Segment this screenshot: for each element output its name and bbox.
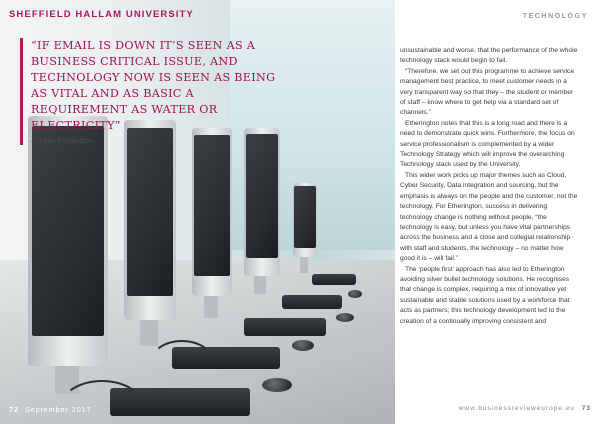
page-number-right: 73 <box>581 405 591 412</box>
right-page <box>395 0 600 424</box>
left-page-footer <box>9 405 92 414</box>
mouse <box>348 290 362 298</box>
paragraph: “Therefore, we set out this programme to achieve service management best practice, to meet customer needs in a very transparent way so that they – the student or member of staff – know where to get help via a standard set of channels.” <box>400 67 575 117</box>
paragraph: Etherington notes that this is a long road and there is a need to demonstrate quick wins. Furthermore, the focus on service professionalism is complemented by a wider Technology Strategy which will improve the overarching Technology stack used by the University. <box>400 119 575 169</box>
paragraph: This wider work picks up major themes such as Cloud, Cyber Security, Data integration and sourcing, but the emphasis is always on the people and the customer, not the technology. For Etherington, success in delivering technology change is nothing without people, “the technology is easy, but unless you have vital partnerships across the business and a close and collegial relationship with staff and students, the technology – no matter how good it is – will fail.” <box>400 171 578 263</box>
monitor <box>124 120 176 320</box>
monitor <box>293 183 317 257</box>
article-body <box>400 46 578 327</box>
paragraph: The ‘people first’ approach has also led to Etherington avoiding silver bullet technology solutions. He recognises that change is complex, requiring a mix of innovative yet sustainable and stable solutions used by a workforce that acts as partners; this technology development led to the creation of a continually improving consistent and <box>400 265 570 325</box>
mouse <box>336 313 354 322</box>
monitor <box>28 116 108 366</box>
pull-quote <box>20 38 286 145</box>
mouse <box>262 378 292 392</box>
keyboard <box>312 274 356 285</box>
keyboard <box>282 295 342 309</box>
masthead: SHEFFIELD HALLAM UNIVERSITY <box>9 9 194 20</box>
monitor <box>244 128 280 276</box>
keyboard <box>244 318 326 336</box>
section-label: TECHNOLOGY <box>522 13 588 20</box>
pull-quote-text: “IF EMAIL IS DOWN IT’S SEEN AS A BUSINESS CRITICAL ISSUE, AND TECHNOLOGY NOW IS SEEN AS BEING AS VITAL AND AS BASIC A REQUIREMENT AS WATER OR ELECTRICITY” <box>31 39 276 132</box>
mouse <box>292 340 314 351</box>
issue-date: September 2017 <box>24 405 92 414</box>
website-url: www.businessrevieweurope.eu <box>458 405 575 412</box>
right-page-footer <box>459 405 591 412</box>
paragraph: unsustainable and worse, that the performance of the whole technology stack would begin to fail. <box>400 47 578 65</box>
page-number-left: 72 <box>9 405 19 414</box>
monitor <box>192 128 232 296</box>
pull-quote-attribution: — Leon Etherington <box>31 138 94 145</box>
